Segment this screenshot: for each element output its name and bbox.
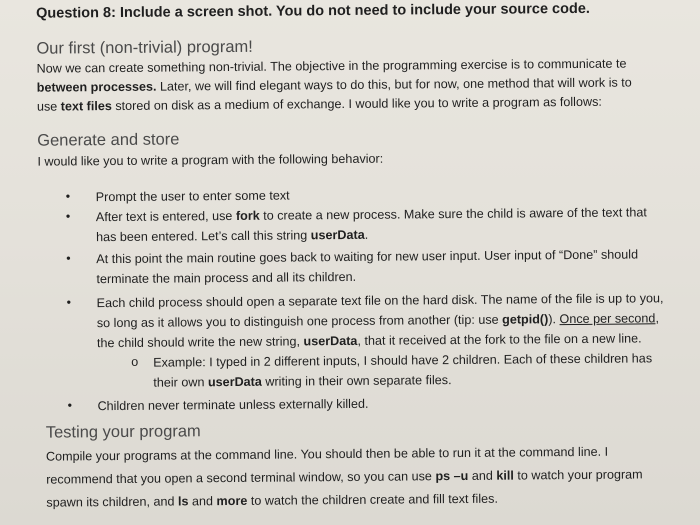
bullet-2-line-2: has been entered. Let’s call this string userData. (96, 227, 369, 245)
bullet-2-line-1: After text is entered, use fork to create a new process. Make sure the child is aware of the text that (95, 205, 647, 225)
testing-line-1: Compile your programs at the command line. You should then be able to run it at the command line. I (45, 444, 609, 464)
sub-bullet-line-2: their own userData writing in their own separate files. (153, 373, 452, 390)
testing-line-2: recommend that you open a second terminal window, so you can use ps –u and kill to watch your program (46, 467, 643, 487)
bullet-glyph: • (66, 295, 72, 310)
testing-line-3: spawn its children, and ls and more to watch the children create and fill text files. (46, 491, 498, 510)
bullet-1-text: Prompt the user to enter some text (95, 188, 290, 205)
question-label: Question 8: (36, 4, 116, 22)
question-line (36, 1, 590, 22)
bullet-glyph: • (65, 189, 71, 204)
intro-line: I would like you to write a program with the following behavior: (37, 151, 384, 169)
bullet-3-line-1: At this point the main routine goes back to waiting for new user input. User input of “Done” should (96, 247, 639, 267)
bullet-5-text: Children never terminate unless externally killed. (97, 396, 369, 414)
bullet-glyph: • (65, 209, 71, 224)
bullet-4-line-3: the child should write the new string, userData, that it received at the fork to the file on a new line. (96, 331, 642, 351)
bullet-4-line-1: Each child process should open a separate text file on the hard disk. The name of the file is up to you, (96, 291, 664, 311)
question-text: Include a screen shot. You do not need to include your source code. (115, 0, 590, 21)
heading-testing: Testing your program (45, 422, 201, 442)
bullet-4-line-2: so long as it allows you to distinguish one process from another (tip: use getpid()). Once per second, (96, 311, 659, 331)
sub-bullet-glyph: o (131, 354, 139, 369)
bullet-3-line-2: terminate the main process and all its children. (96, 269, 357, 287)
bullet-glyph: • (66, 251, 71, 266)
paragraph-line-2: between processes. Later, we will find elegant ways to do this, but for now, one method that will work is to (36, 75, 632, 95)
bullet-glyph: • (67, 398, 73, 413)
sub-bullet-line-1: Example: I typed in 2 different inputs, I should have 2 children. Each of these children has (153, 351, 653, 370)
paragraph-line-1: Now we can create something non-trivial. The objective in the programming exercise is to communicate te (36, 56, 627, 76)
paragraph-line-3: use text files stored on disk as a medium of exchange. I would like you to write a program as follows: (36, 94, 602, 114)
heading-first-program: Our first (non-trivial) program! (36, 37, 253, 58)
heading-generate-store: Generate and store (37, 130, 180, 150)
